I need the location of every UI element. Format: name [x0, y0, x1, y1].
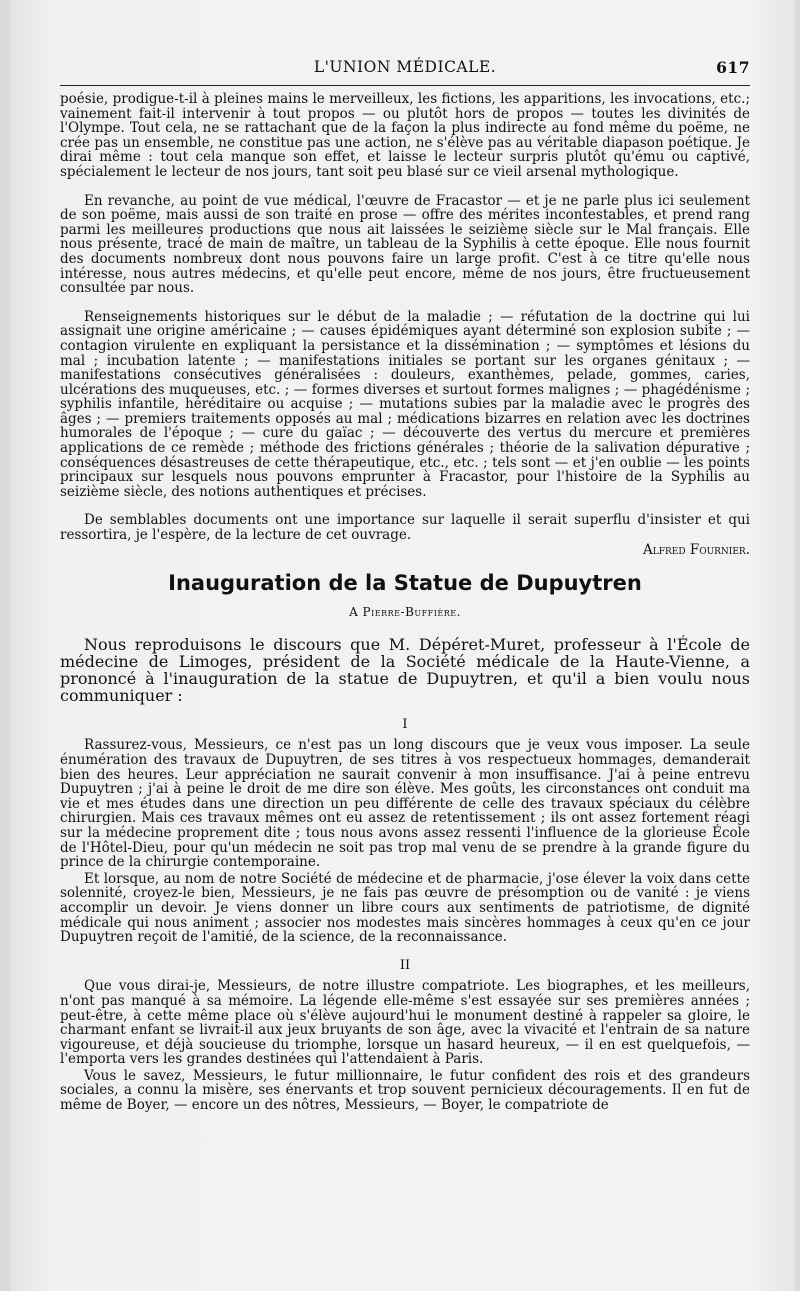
section-number: II — [399, 957, 411, 973]
paragraph: Vous le savez, Messieurs, le futur millionnaire, le futur confident des rois et des grandeurs sociales, a connu la misère, ses énervants et trop souvent pernicieux découragements. Il en fut de même de Boyer, — encore un des nôtres, Messieurs, — Boyer, le compatriote de — [60, 1067, 750, 1114]
lead-paragraph: Nous reproduisons le discours que M. Dépéret-Muret, professeur à l'École de médecine de Limoges, président de la Société médicale de la Haute-Vienne, a prononcé à l'inauguration de la statue de Dupuytren, et qu'il a bien voulu nous communiquer : — [60, 634, 750, 705]
section-number: I — [402, 716, 408, 732]
running-header — [60, 58, 750, 84]
paragraph: Rassurez-vous, Messieurs, ce n'est pas un long discours que je veux vous imposer. La seule énumération des travaux de Dupuytren, de ses titres à vos respectueux hommages, demanderait bien des heures. Leur appréciation ne saurait convenir à mon insuffisance. J'ai à peine entrevu Dupuytren ; j'ai à peine le droit de me dire son élève. Mes goûts, les circonstances ont conduit ma vie et mes études dans une direction un peu différente de celle des travaux spéciaux du célèbre chirurgien. Mais ces travaux mêmes ont eu assez de retentissement ; ils ont assez fortement réagi sur la médecine proprement dite ; tous nous avons assez ressenti l'influence de la glorieuse École de l'Hôtel-Dieu, pour qu'un médecin ne soit pas trop mal venu de se prendre à la grande figure du prince de la chirurgie contemporaine. — [60, 737, 750, 871]
article-title: Inauguration de la Statue de Dupuytren — [168, 571, 642, 596]
paragraph: poésie, prodigue-t-il à pleines mains le merveilleux, les fictions, les apparitions, les invocations, etc.; vainement fait-il intervenir à tout propos — ou plutôt hors de propos — toutes les divinités de l'Olympe. Tout cela, ne se rattachant que de la façon la plus indirecte au fond même du poëme, ne crée pas un ensemble, ne constitue pas une action, ne s'élève pas au véritable diapason poétique. Je dirai même : tout cela manque son effet, et laisse le lecteur surpris plutôt qu'ému ou captivé, spécialement le lecteur de nos jours, tant soit peu blasé sur ce vieil arsenal mythologique. — [60, 91, 750, 180]
page — [10, 0, 795, 1291]
article-subtitle: A Pierre-Buffière. — [349, 605, 461, 620]
journal-title: L'UNION MÉDICALE. — [313, 58, 497, 76]
paragraph: Que vous dirai-je, Messieurs, de notre illustre compatriote. Les biographes, et les meilleurs, n'ont pas manqué à sa mémoire. La légende elle-même s'est essayée sur ses premières années ; peut-être, à cette même place où s'élève aujourd'hui le monument destiné à rappeler sa gloire, le charmant enfant se livrait-il aux jeux bruyants de son âge, avec la vivacité et l'entrain de sa nature vigoureuse, et déjà soucieuse du triomphe, lorsque un hasard heureux, — il en est quelquefois, — l'emporta vers les grandes destinées qui l'attendaient à Paris. — [60, 978, 750, 1068]
page-number: 617 — [716, 58, 750, 77]
author-signature: Alfred Fournier. — [643, 541, 750, 558]
paragraph: De semblables documents ont une importance sur laquelle il serait superflu d'insister et qui ressortira, je l'espère, de la lecture de cet ouvrage. — [60, 512, 750, 544]
header-rule — [60, 85, 750, 86]
paragraph: En revanche, au point de vue médical, l'œuvre de Fracastor — et je ne parle plus ici seulement de son poëme, mais aussi de son traité en prose — offre des mérites incontestables, et prend rang parmi les meilleures productions que nous ait laissées le seizième siècle sur le Mal français. Elle nous présente, tracé de main de maître, un tableau de la Syphilis à cette époque. Elle nous fournit des documents nombreux dont nous pouvons faire un large profit. C'est à ce titre qu'elle nous intéresse, nous autres médecins, et qu'elle peut encore, même de nos jours, être fructueusement consultée par nous. — [60, 192, 750, 297]
page-body — [60, 92, 750, 1127]
paragraph: Renseignements historiques sur le début de la maladie ; — réfutation de la doctrine qui lui assignait une origine américaine ; — causes épidémiques ayant déterminé son explosion subite ; — contagion virulente en expliquant la persistance et la dissémination ; — symptômes et lésions du mal ; incubation latente ; — manifestations initiales se portant sur les organes génitaux ; — manifestations consécutives généralisées : douleurs, exanthèmes, pelade, gommes, caries, ulcérations des muqueuses, etc. ; — formes diverses et surtout formes malignes ; — phagédénisme ; syphilis infantile, héréditaire ou acquise ; — mutations subies par la maladie avec le progrès des âges ; — premiers traitements opposés au mal ; médications bizarres en relation avec les doctrines humorales de l'époque ; — cure du gaïac ; — découverte des vertus du mercure et premières applications de ce remède ; méthode des frictions générales ; théorie de la salivation dépurative ; conséquences désastreuses de cette thérapeutique, etc., etc. ; tels sont — et j'en oublie — les points principaux sur lesquels nous pouvons emprunter à Fracastor, pour l'histoire de la Syphilis au seizième siècle, des notions authentiques et précises. — [60, 308, 750, 500]
paragraph: Et lorsque, au nom de notre Société de médecine et de pharmacie, j'ose élever la voix dans cette solennité, croyez-le bien, Messieurs, je ne fais pas œuvre de présomption ou de vanité : je viens accomplir un devoir. Je viens donner un libre cours aux sentiments de patriotisme, de dignité médicale qui nous animent ; associer nos modestes mais sincères hommages à ceux qu'en ce jour Dupuytren reçoit de l'amitié, de la science, de la reconnaissance. — [60, 870, 750, 946]
